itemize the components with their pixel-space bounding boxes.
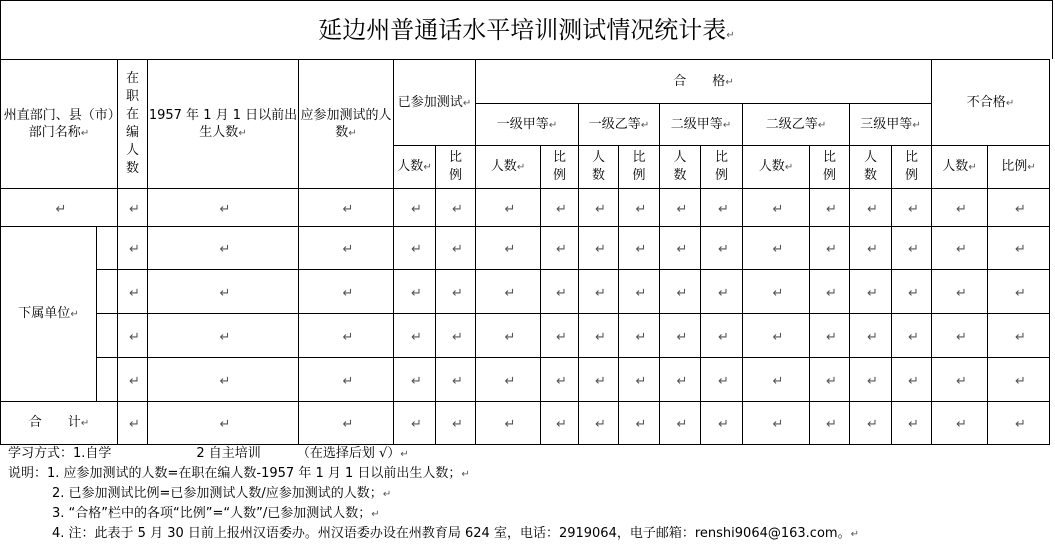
header-tested: 已参加测试↵ [394,60,476,146]
cell: ↵ [892,358,932,402]
cell: ↵ [118,227,148,270]
study-method-line: 学习方式：1.自学 2 自主培训 （在选择后划 √）↵ [8,446,409,461]
cell: ↵ [148,314,299,358]
cell: ↵ [743,358,810,402]
cell: ↵ [701,314,743,358]
cell: ↵ [579,189,619,227]
statistics-table [0,59,1050,445]
cell: ↵ [476,402,541,445]
cell: ↵ [148,358,299,402]
cell: ↵ [660,314,701,358]
cell: ↵ [394,358,436,402]
cell-dept: ↵ [1,189,118,227]
cell: ↵ [541,189,579,227]
cell: ↵ [436,270,476,314]
cell: ↵ [299,402,394,445]
header-level-3a: 三级甲等↵ [850,104,932,146]
cell: ↵ [850,227,892,270]
cell: ↵ [850,189,892,227]
cell: ↵ [394,189,436,227]
cell: ↵ [810,314,850,358]
cell: ↵ [299,358,394,402]
cell: ↵ [436,402,476,445]
cell: ↵ [118,189,148,227]
cell [97,358,118,402]
header-ratio: 比例 [619,146,660,189]
header-count: 人数↵ [476,146,541,189]
study-method-option-2: 2 自主培训 [196,446,261,461]
cell: ↵ [701,270,743,314]
cell: ↵ [810,402,850,445]
cell: ↵ [619,314,660,358]
cell: ↵ [148,227,299,270]
cell: ↵ [541,358,579,402]
cell: ↵ [118,358,148,402]
cell: ↵ [932,227,988,270]
cell: ↵ [988,402,1050,445]
cell: ↵ [988,270,1050,314]
cell: ↵ [148,189,299,227]
cell: ↵ [932,270,988,314]
cell: ↵ [660,227,701,270]
row-label-subordinate: 下属单位↵ [1,227,97,402]
header-count: 人数 [660,146,701,189]
cell: ↵ [932,402,988,445]
cell: ↵ [743,314,810,358]
cell: ↵ [299,314,394,358]
cell: ↵ [701,402,743,445]
header-count: 人数↵ [394,146,436,189]
cell: ↵ [810,189,850,227]
cell: ↵ [660,358,701,402]
header-level-2b: 二级乙等↵ [743,104,850,146]
cell: ↵ [892,402,932,445]
table-row [1,358,1050,402]
cell: ↵ [701,358,743,402]
header-level-1a: 一级甲等↵ [476,104,579,146]
cell: ↵ [541,314,579,358]
cell: ↵ [850,270,892,314]
cell: ↵ [118,270,148,314]
cell: ↵ [394,270,436,314]
cell: ↵ [892,189,932,227]
header-ratio: 比例 [436,146,476,189]
cell: ↵ [541,402,579,445]
header-count: 人数 [579,146,619,189]
cell: ↵ [579,270,619,314]
table-row [1,189,1050,227]
cell: ↵ [810,227,850,270]
header-count: 人数↵ [743,146,810,189]
cell: ↵ [743,402,810,445]
cell: ↵ [579,227,619,270]
cell: ↵ [619,189,660,227]
cell: ↵ [988,189,1050,227]
cell: ↵ [892,270,932,314]
cell: ↵ [148,402,299,445]
header-ratio: 比例 [541,146,579,189]
cell: ↵ [892,227,932,270]
table-row [1,270,1050,314]
cell: ↵ [743,189,810,227]
cell: ↵ [892,314,932,358]
table-row [1,314,1050,358]
header-born-before: 1957 年 1 月 1 日以前出生人数↵ [148,60,299,189]
cell: ↵ [988,314,1050,358]
cell [97,314,118,358]
header-dept: 州直部门、县（市）部门名称↵ [1,60,118,189]
cell: ↵ [619,270,660,314]
header-ratio: 比例↵ [988,146,1050,189]
cell: ↵ [660,270,701,314]
cell: ↵ [743,270,810,314]
header-pass: 合 格↵ [476,60,932,104]
note-1: 说明：1. 应参加测试的人数=在职在编人数-1957 年 1 月 1 日以前出生人数；↵ [8,466,470,481]
cell: ↵ [660,402,701,445]
notes-section [0,444,1053,544]
page-title-text: 延边州普通话水平培训测试情况统计表 [318,16,727,44]
page-title [0,0,1053,59]
cell: ↵ [932,314,988,358]
note-3: 3. “合格”栏中的各项“比例”=“人数”/已参加测试人数；↵ [52,506,380,521]
header-level-1b: 一级乙等↵ [579,104,660,146]
header-ratio: 比例 [892,146,932,189]
cell: ↵ [701,227,743,270]
cell: ↵ [148,270,299,314]
cell: ↵ [619,227,660,270]
cell: ↵ [810,270,850,314]
cell [97,227,118,270]
cell: ↵ [476,189,541,227]
cell: ↵ [476,227,541,270]
cell: ↵ [394,227,436,270]
cell: ↵ [476,270,541,314]
cell: ↵ [932,358,988,402]
cell: ↵ [299,189,394,227]
header-count: 人数 [850,146,892,189]
cell: ↵ [436,227,476,270]
cell: ↵ [436,189,476,227]
cell: ↵ [850,314,892,358]
table-row [1,402,1050,445]
cell: ↵ [743,227,810,270]
paragraph-mark: ↵ [726,30,735,41]
cell: ↵ [436,358,476,402]
row-label-total: 合 计↵ [1,402,118,445]
header-fail: 不合格↵ [932,60,1050,146]
cell: ↵ [579,358,619,402]
header-ratio: 比例 [810,146,850,189]
cell: ↵ [850,358,892,402]
note-2: 2. 已参加测试比例=已参加测试人数/应参加测试的人数；↵ [52,486,392,501]
cell: ↵ [299,270,394,314]
cell [97,270,118,314]
cell: ↵ [619,358,660,402]
cell: ↵ [394,314,436,358]
cell: ↵ [701,189,743,227]
cell: ↵ [660,189,701,227]
cell: ↵ [850,402,892,445]
study-method-hint: （在选择后划 √） [296,446,401,461]
cell: ↵ [541,270,579,314]
header-on-staff: 在职在编人数 [118,60,148,189]
cell: ↵ [541,227,579,270]
cell: ↵ [579,402,619,445]
cell: ↵ [932,189,988,227]
header-level-2a: 二级甲等↵ [660,104,743,146]
table-row [1,227,1050,270]
cell: ↵ [810,358,850,402]
cell: ↵ [118,402,148,445]
header-should-test: 应参加测试的人数↵ [299,60,394,189]
cell: ↵ [988,227,1050,270]
cell: ↵ [579,314,619,358]
header-count: 人数↵ [932,146,988,189]
study-method-label: 学习方式：1.自学 [8,446,112,461]
cell: ↵ [619,402,660,445]
cell: ↵ [436,314,476,358]
note-4: 4. 注：此表于 5 月 30 日前上报州汉语委办。州汉语委办设在州教育局 624 室，电话：2919064，电子邮箱：renshi9064@163.com。↵ [52,526,859,541]
cell: ↵ [988,358,1050,402]
header-ratio: 比例 [701,146,743,189]
cell: ↵ [394,402,436,445]
cell: ↵ [118,314,148,358]
cell: ↵ [299,227,394,270]
cell: ↵ [476,314,541,358]
cell: ↵ [476,358,541,402]
